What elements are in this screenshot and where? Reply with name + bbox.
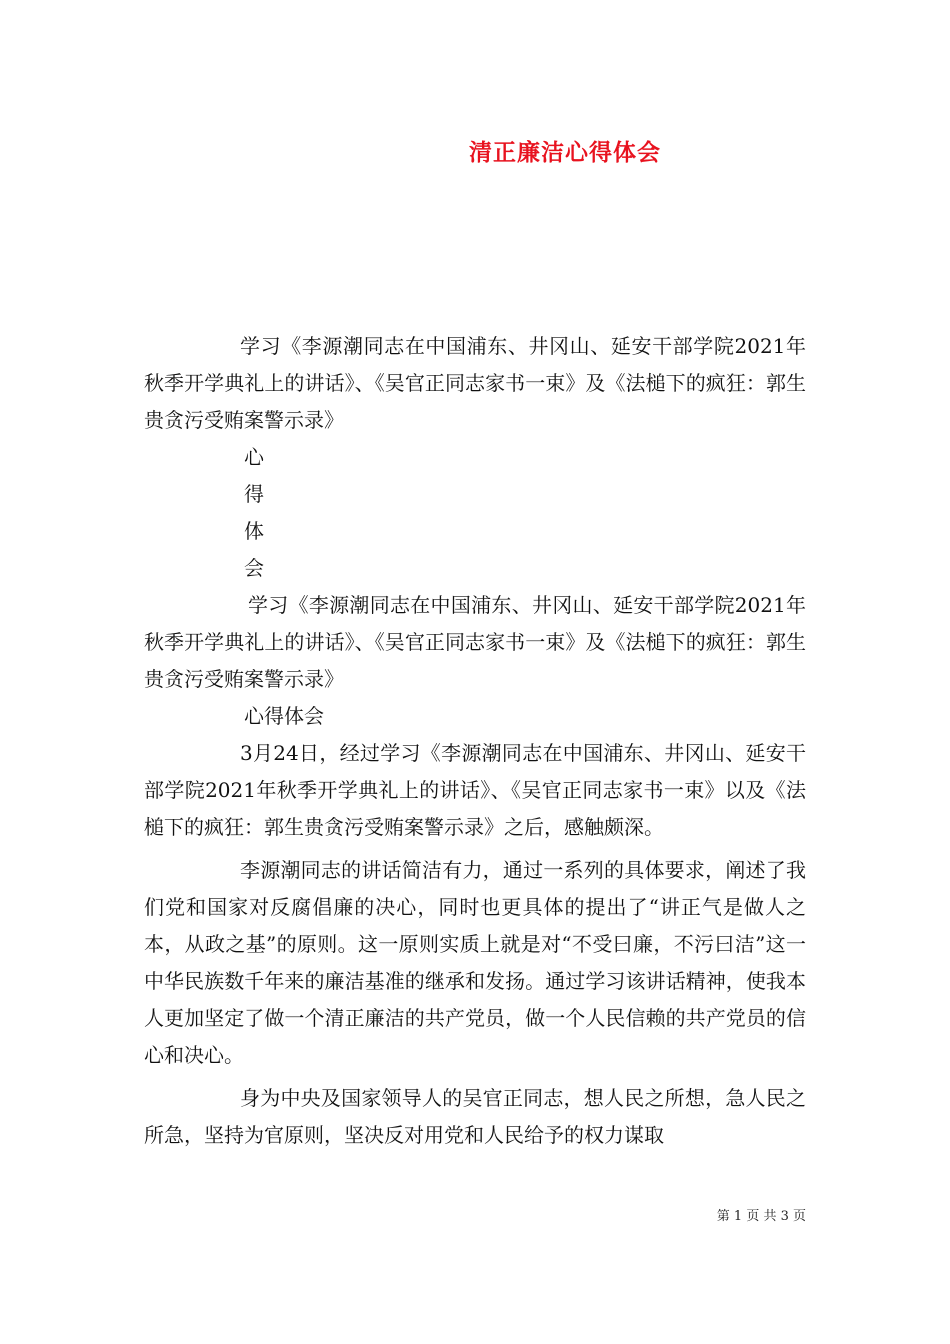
vertical-char: 心 (244, 445, 264, 469)
page-number: 第 1 页 共 3 页 (716, 1209, 806, 1224)
vertical-char: 会 (244, 556, 264, 580)
vertical-char: 得 (244, 482, 264, 506)
paragraph-intro-repeat: 学习《李源潮同志在中国浦东、井冈山、延安干部学院2021年秋季开学典礼上的讲话》、《吴官正同志家书一束》及《法槌下的疯狂：郭生贵贪污受贿案警示录》 (144, 593, 806, 691)
subheading: 心得体会 (244, 704, 324, 728)
vertical-heading (144, 439, 806, 587)
document-body (144, 328, 806, 1154)
vertical-char: 体 (244, 519, 264, 543)
paragraph-intro: 学习《李源潮同志在中国浦东、井冈山、延安干部学院2021年秋季开学典礼上的讲话》、《吴官正同志家书一束》及《法槌下的疯狂：郭生贵贪污受贿案警示录》 (144, 334, 806, 432)
paragraph-li-yuanchao: 李源潮同志的讲话简洁有力，通过一系列的具体要求，阐述了我们党和国家对反腐倡廉的决心，同时也更具体的提出了“讲正气是做人之本，从政之基”的原则。这一原则实质上就是对“不受曰廉，不污曰洁”这一中华民族数千年来的廉洁基准的继承和发扬。通过学习该讲话精神，使我本人更加坚定了做一个清正廉洁的共产党员，做一个人民信赖的共产党员的信心和决心。 (144, 858, 806, 1067)
document-title: 清正廉洁心得体会 (469, 139, 661, 166)
paragraph-wu-guanzheng: 身为中央及国家领导人的吴官正同志，想人民之所想，急人民之所急，坚持为官原则，坚决反对用党和人民给予的权力谋取 (144, 1086, 806, 1147)
paragraph-date: 3月24日，经过学习《李源潮同志在中国浦东、井冈山、延安干部学院2021年秋季开学典礼上的讲话》、《吴官正同志家书一束》以及《法槌下的疯狂：郭生贵贪污受贿案警示录》之后，感触颇深。 (144, 741, 806, 839)
